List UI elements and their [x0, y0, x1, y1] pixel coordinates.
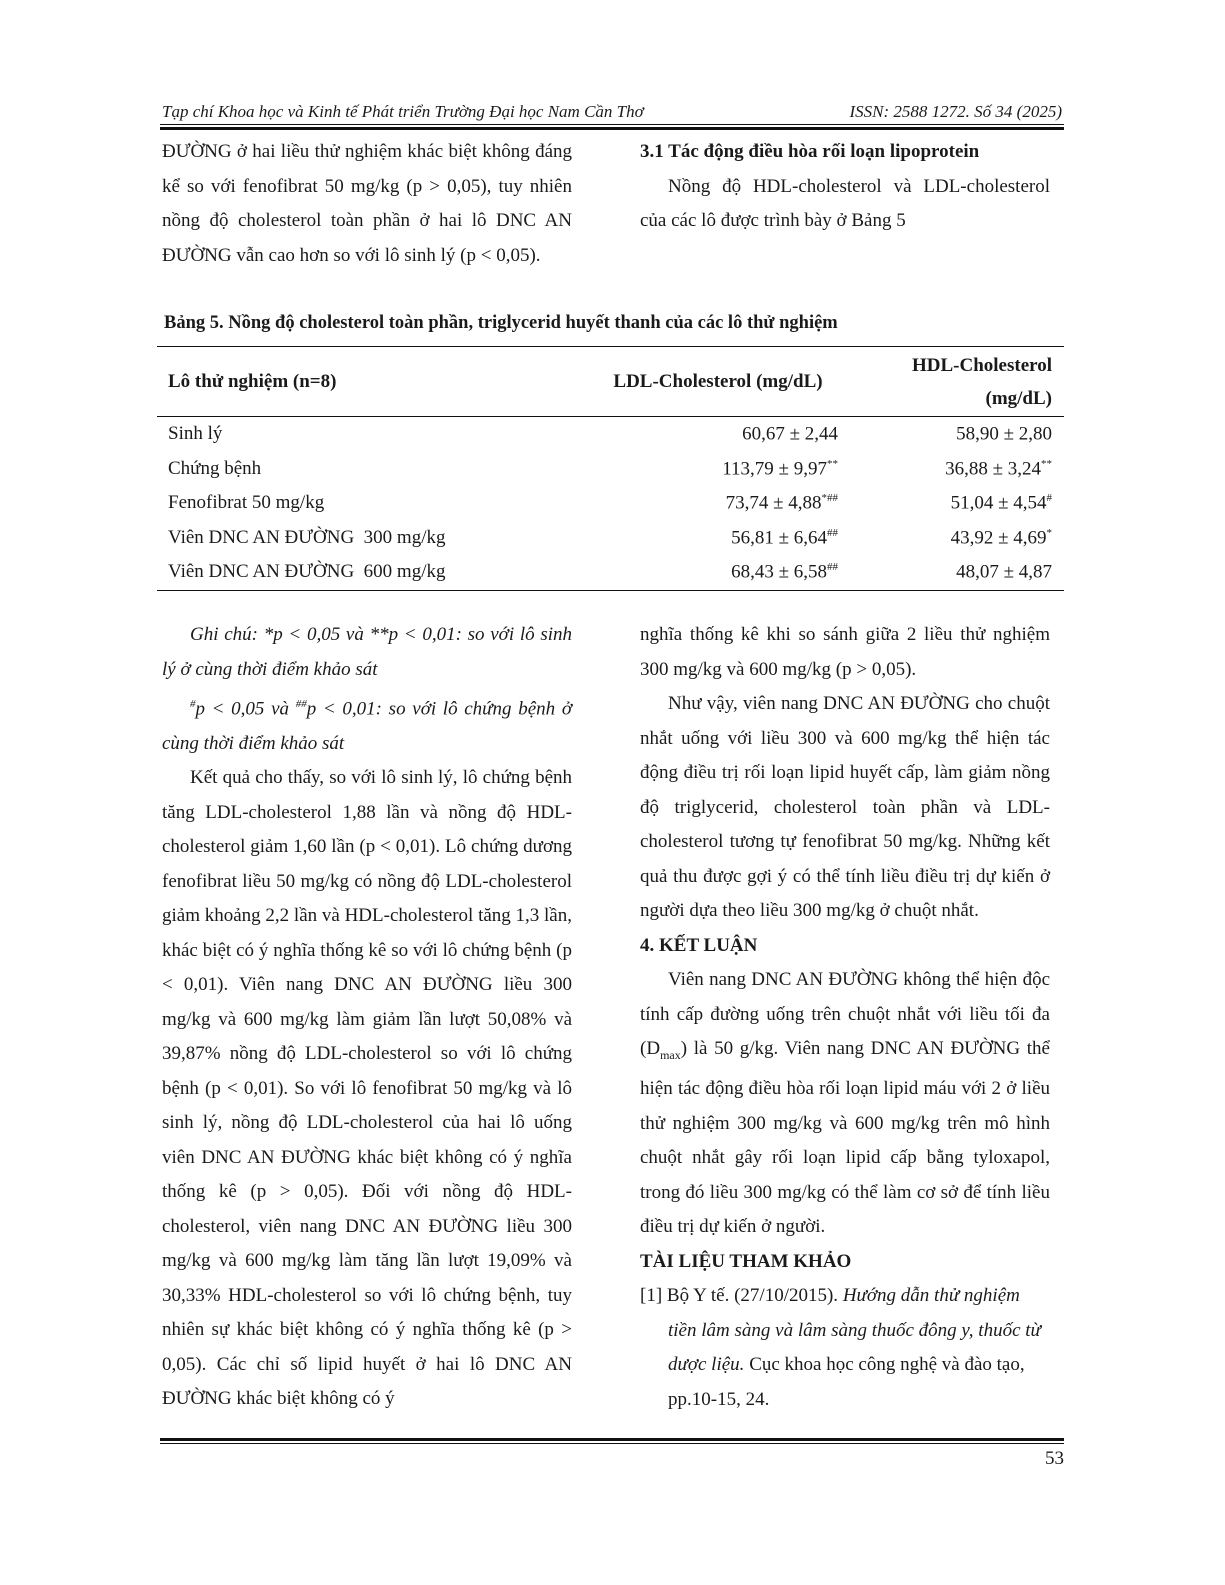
cell-hdl — [848, 521, 1064, 556]
cell-ldl — [588, 555, 848, 590]
note-sup-double-hash: ## — [295, 698, 307, 710]
ldl-value: 68,43 ± 6,58 — [731, 561, 827, 583]
cell-ldl — [588, 452, 848, 487]
hdl-value: 51,04 ± 4,54 — [950, 492, 1047, 514]
table-note-1: Ghi chú: *p < 0,05 và **p < 0,01: so với lô sinh lý ở cùng thời điểm khảo sát — [162, 624, 572, 680]
note2-part-a: p < 0,05 và — [195, 698, 296, 720]
cell-hdl — [848, 486, 1064, 521]
note2-part-b: p < 0,01: so với lô chứng bệnh ở cùng thời điểm khảo sát — [162, 698, 572, 754]
cell-hdl — [848, 555, 1064, 590]
header-ldl: LDL-Cholesterol (mg/dL) — [588, 348, 848, 417]
ldl-value: 73,74 ± 4,88 — [725, 492, 822, 514]
cell-ldl — [588, 521, 848, 556]
cell-group: Sinh lý — [168, 423, 223, 445]
section-intro-paragraph: Nồng độ HDL-cholesterol và LDL-cholesterol của các lô được trình bày ở Bảng 5 — [640, 175, 1050, 231]
cell-hdl — [848, 417, 1064, 452]
ldl-significance: ## — [827, 526, 838, 539]
header-rule-thin — [160, 124, 1064, 125]
cell-group: Chứng bệnh — [168, 457, 262, 479]
ldl-value: 60,67 ± 2,44 — [742, 423, 838, 445]
results-paragraph: Kết quả cho thấy, so với lô sinh lý, lô chứng bệnh tăng LDL-cholesterol 1,88 lần và nồng độ HDL-cholesterol giảm 1,60 lần (p < 0,01). Lô chứng dương fenofibrat liều 50 mg/kg có nồng độ LDL-cholesterol giảm khoảng 2,2 lần và HDL-cholesterol tăng 1,3 lần, khác biệt có ý nghĩa thống kê so với lô chứng bệnh (p < 0,01). Viên nang DNC AN ĐƯỜNG liều 300 mg/kg và 600 mg/kg làm giảm lần lượt 50,08% và 39,87% nồng độ LDL-cholesterol so với lô chứng bệnh (p < 0,01). So với lô fenofibrat 50 mg/kg và lô sinh lý, nồng độ LDL-cholesterol của hai lô uống viên DNC AN ĐƯỜNG khác biệt không có ý nghĩa thống kê (p > 0,05). Đối với nồng độ HDL-cholesterol, viên nang DNC AN ĐƯỜNG liều 300 mg/kg và 600 mg/kg làm tăng lần lượt 19,09% và 30,33% HDL-cholesterol so với lô chứng bệnh, tuy nhiên sự khác biệt không có ý nghĩa thống kê (p > 0,05). Các chỉ số lipid huyết ở hai lô DNC AN ĐƯỜNG khác biệt không có ý — [162, 767, 572, 1410]
conclusion-paragraph — [640, 963, 1050, 1245]
hdl-significance: * — [1046, 526, 1052, 539]
table-note-2 — [162, 687, 572, 761]
cell-hdl — [848, 452, 1064, 487]
references-heading: TÀI LIỆU THAM KHẢO — [640, 1250, 852, 1272]
conclusion-part-b: ) là 50 g/kg. Viên nang DNC AN ĐƯỜNG thể hiện tác động điều hòa rối loạn lipid máu với 2 ở liều thử nghiệm 300 mg/kg và 600 mg/kg trên mô hình chuột nhắt gây rối loạn lipid cấp bằng tyloxapol, trong đó liều 300 mg/kg có thể làm cơ sở để tính liều điều trị dự kiến ở người. — [640, 1038, 1050, 1238]
summary-paragraph: Như vậy, viên nang DNC AN ĐƯỜNG cho chuột nhắt uống với liều 300 và 600 mg/kg thể hiện tác động điều trị rối loạn lipid huyết cấp, làm giảm nồng độ triglycerid, cholesterol toàn phần và LDL-cholesterol tương tự fenofibrat 50 mg/kg. Những kết quả thu được gợi ý có thể tính liều điều trị dự kiến ở người dựa theo liều 300 mg/kg ở chuột nhắt. — [640, 693, 1050, 921]
bottom-left-column — [162, 618, 572, 1417]
top-left-paragraph: ĐƯỜNG ở hai liều thử nghiệm khác biệt không đáng kể so với fenofibrat 50 mg/kg (p > 0,05), tuy nhiên nồng độ cholesterol toàn phần ở hai lô DNC AN ĐƯỜNG vẫn cao hơn so với lô sinh lý (p < 0,05). — [162, 141, 572, 266]
header-hdl-line2: (mg/dL) — [985, 388, 1052, 409]
top-left-column — [162, 135, 572, 273]
page-number: 53 — [1045, 1448, 1064, 1469]
table-row — [157, 521, 1064, 556]
reference-1 — [640, 1279, 1050, 1417]
cell-group: Fenofibrat 50 mg/kg — [168, 492, 325, 514]
bottom-right-column — [640, 618, 1050, 1417]
hdl-significance: ** — [1041, 457, 1052, 470]
table-row — [157, 452, 1064, 487]
header-rule-thick — [160, 127, 1064, 130]
note-sup-hash: # — [190, 698, 196, 710]
table-row — [157, 486, 1064, 521]
top-right-column — [640, 135, 1050, 239]
conclusion-heading: 4. KẾT LUẬN — [640, 934, 758, 956]
ldl-significance: *## — [821, 492, 838, 505]
ldl-significance: ** — [827, 457, 838, 470]
hdl-significance: # — [1046, 492, 1052, 505]
ldl-significance: ## — [827, 561, 838, 574]
hdl-value: 58,90 ± 2,80 — [956, 423, 1052, 445]
ref1-author: [1] Bộ Y tế. (27/10/2015). — [640, 1285, 843, 1307]
ldl-value: 113,79 ± 9,97 — [722, 457, 827, 479]
footer-rule-thin — [160, 1443, 1064, 1444]
continued-paragraph: nghĩa thống kê khi so sánh giữa 2 liều thử nghiệm 300 mg/kg và 600 mg/kg (p > 0,05). — [640, 624, 1050, 680]
table-row — [157, 555, 1064, 590]
hdl-value: 43,92 ± 4,69 — [950, 526, 1047, 548]
hdl-value: 48,07 ± 4,87 — [956, 561, 1052, 583]
section-heading-3-1: 3.1 Tác động điều hòa rối loạn lipoprotein — [640, 141, 980, 162]
running-header — [162, 100, 1062, 126]
hdl-value: 36,88 ± 3,24 — [945, 457, 1041, 479]
header-hdl — [848, 348, 1064, 417]
results-table — [157, 348, 1064, 591]
dmax-subscript: max — [660, 1047, 681, 1062]
ref1-publisher: Cục khoa học công nghệ và đào tạo, pp.10-15, 24. — [668, 1354, 1025, 1410]
table-row — [157, 417, 1064, 452]
journal-name: Tạp chí Khoa học và Kinh tế Phát triển Trường Đại học Nam Cần Thơ — [162, 102, 644, 121]
header-group: Lô thử nghiệm (n=8) — [157, 348, 588, 417]
ldl-value: 56,81 ± 6,64 — [731, 526, 827, 548]
table-header-row — [157, 348, 1064, 417]
table-caption: Bảng 5. Nồng độ cholesterol toàn phần, triglycerid huyết thanh của các lô thử nghiệm — [164, 313, 838, 333]
table-top-rule — [157, 346, 1064, 347]
issn-info: ISSN: 2588 1272. Số 34 (2025) — [849, 102, 1062, 121]
cell-group: Viên DNC AN ĐƯỜNG 600 mg/kg — [157, 555, 588, 590]
footer-rule-thick — [160, 1438, 1064, 1441]
cell-group: Viên DNC AN ĐƯỜNG 300 mg/kg — [168, 526, 446, 548]
cell-ldl — [588, 486, 848, 521]
header-hdl-line1: HDL-Cholesterol — [911, 355, 1052, 376]
ref1-title: Hướng dẫn thử nghiệm tiền lâm sàng và lâm sàng thuốc đông y, thuốc từ dược liệu. — [668, 1285, 1041, 1376]
conclusion-part-a: Viên nang DNC AN ĐƯỜNG không thể hiện độc tính cấp đường uống trên chuột nhắt với liều tối đa (D — [640, 969, 1050, 1059]
cell-ldl — [588, 417, 848, 452]
